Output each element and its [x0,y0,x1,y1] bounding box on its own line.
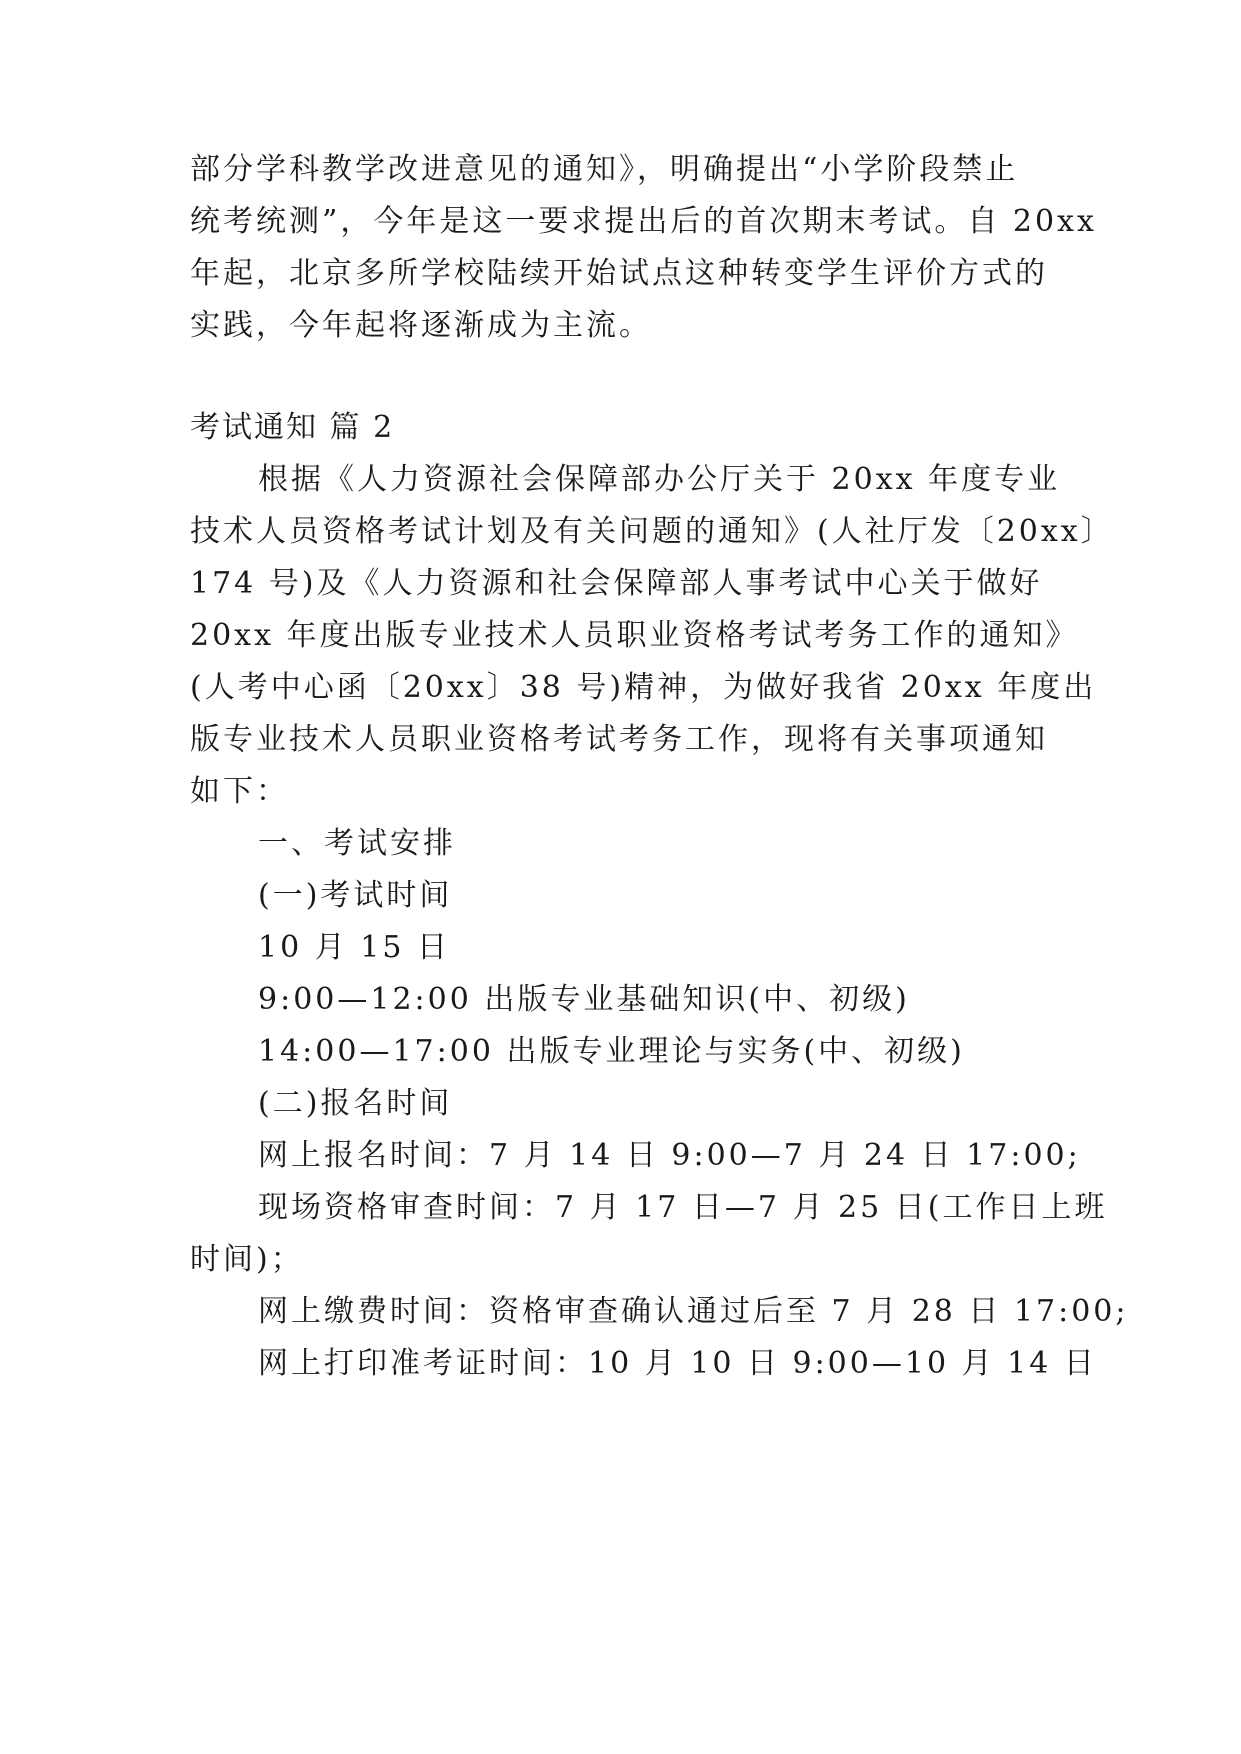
paragraph-1-line-2: 统考统测”，今年是这一要求提出后的首次期末考试。自 20xx [190,204,1097,239]
heading-exam-arrangement: 一、考试安排 [258,826,456,861]
paragraph-2-line-4: 20xx 年度出版专业技术人员职业资格考试考务工作的通知》 [190,618,1079,653]
paragraph-2-line-5: (人考中心函〔20xx〕38 号)精神，为做好我省 20xx 年度出 [190,670,1097,705]
paragraph-1-line-1: 部分学科教学改进意见的通知》，明确提出“小学阶段禁止 [190,152,1019,187]
onsite-review-line-2: 时间)； [190,1242,304,1277]
paragraph-2-line-3: 174 号)及《人力资源和社会保障部人事考试中心关于做好 [190,566,1043,601]
paragraph-2-line-1: 根据《人力资源社会保障部办公厅关于 20xx 年度专业 [258,462,1061,497]
exam-date: 10 月 15 日 [258,930,450,965]
section-title: 考试通知 篇 2 [190,410,395,445]
paragraph-2-line-6: 版专业技术人员职业资格考试考务工作，现将有关事项通知 [190,722,1048,757]
online-payment-time: 网上缴费时间：资格审查确认通过后至 7 月 28 日 17:00; [258,1294,1129,1329]
paragraph-2-line-2: 技术人员资格考试计划及有关问题的通知》(人社厅发〔20xx〕 [190,514,1114,549]
paragraph-1-line-4: 实践，今年起将逐渐成为主流。 [190,308,652,343]
subheading-exam-time: (一)考试时间 [258,878,453,913]
schedule-afternoon: 14:00—17:00 出版专业理论与实务(中、初级) [258,1034,965,1069]
print-admission-time: 网上打印准考证时间：10 月 10 日 9:00—10 月 14 日 [258,1346,1097,1381]
paragraph-1-line-3: 年起，北京多所学校陆续开始试点这种转变学生评价方式的 [190,256,1048,291]
online-registration-time: 网上报名时间：7 月 14 日 9:00—7 月 24 日 17:00; [258,1138,1081,1173]
subheading-registration-time: (二)报名时间 [258,1086,453,1121]
schedule-morning: 9:00—12:00 出版专业基础知识(中、初级) [258,982,910,1017]
onsite-review-line-1: 现场资格审查时间：7 月 17 日—7 月 25 日(工作日上班 [258,1190,1108,1225]
paragraph-2-line-7: 如下： [190,774,289,809]
